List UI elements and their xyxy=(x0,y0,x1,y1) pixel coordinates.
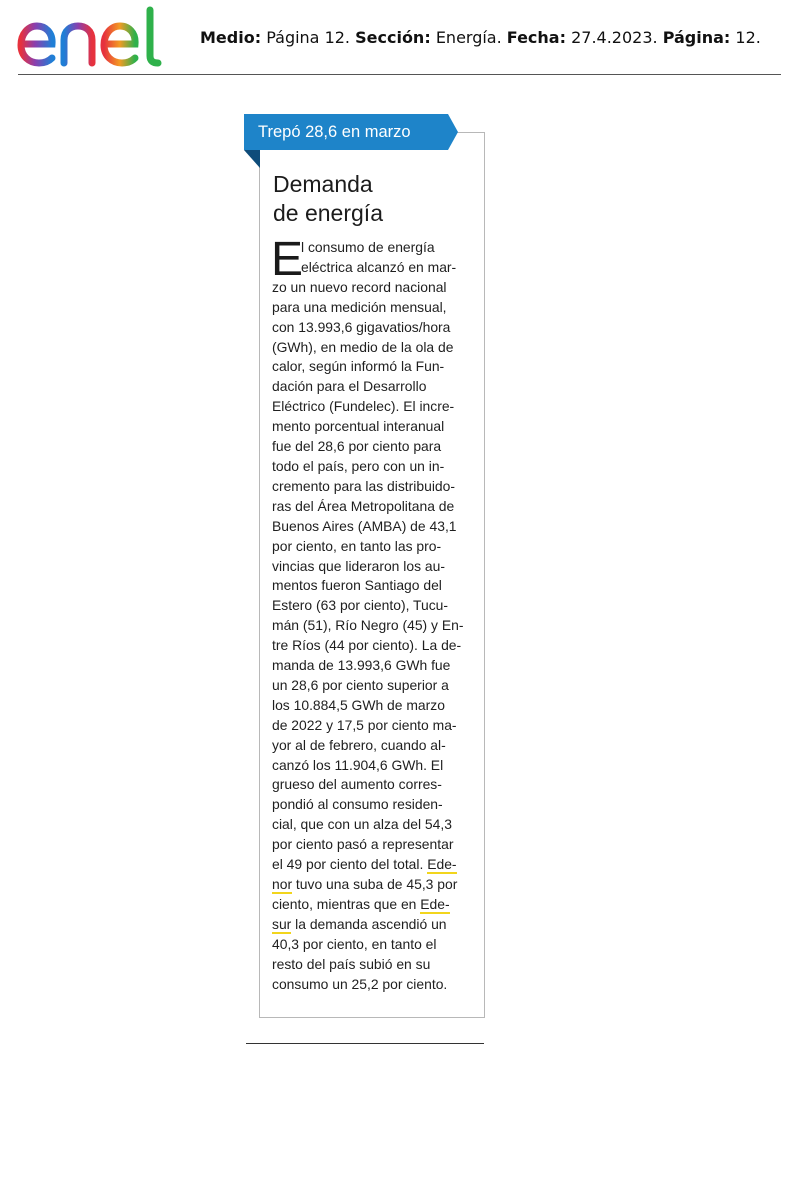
body-line: Buenos Aires (AMBA) de 43,1 xyxy=(272,517,457,534)
body-line: de 2022 y 17,5 por ciento ma- xyxy=(272,716,457,733)
body-line: por ciento, en tanto las pro- xyxy=(272,537,442,554)
body-line: manda de 13.993,6 GWh fue xyxy=(272,657,451,674)
body-line: grueso del aumento corres- xyxy=(272,776,442,793)
body-line: Estero (63 por ciento), Tucu- xyxy=(272,597,449,614)
body-line: para una medición mensual, xyxy=(272,298,447,315)
body-line xyxy=(272,875,478,895)
fecha-value: 27.4.2023. xyxy=(571,28,658,47)
body-line: consumo un 25,2 por ciento. xyxy=(272,975,448,992)
body-line-text: el 49 por ciento del total. xyxy=(272,856,428,873)
body-line: pondió al consumo residen- xyxy=(272,796,443,813)
seccion-value: Energía. xyxy=(435,28,502,47)
highlight-edesur: sur xyxy=(272,915,292,932)
kicker-fold xyxy=(244,150,260,168)
body-line: mentos fueron Santiago del xyxy=(272,577,442,594)
medio-label: Medio: xyxy=(200,28,262,47)
kicker-arrow-tip xyxy=(448,114,458,150)
drop-cap: E xyxy=(271,233,304,286)
body-line-text: ciento, mientras que en xyxy=(272,895,421,912)
body-line: calor, según informó la Fun- xyxy=(272,358,445,375)
seccion-label: Sección: xyxy=(355,28,431,47)
pagina-label: Página: xyxy=(662,28,731,47)
clipping-bottom-rule xyxy=(246,1043,484,1044)
body-line: zo un nuevo record nacional xyxy=(272,278,447,295)
body-line xyxy=(272,855,478,875)
body-line: cremento para las distribuido- xyxy=(272,477,455,494)
enel-logo xyxy=(16,4,181,68)
body-line: los 10.884,5 GWh de marzo xyxy=(272,696,445,713)
body-line: l consumo de energía xyxy=(301,239,435,255)
highlight-edesur: Ede- xyxy=(420,895,450,912)
article-body xyxy=(271,233,478,994)
body-line: canzó los 11.904,6 GWh. El xyxy=(272,756,444,773)
body-line: (GWh), en medio de la ola de xyxy=(272,338,454,355)
pagina-value: 12. xyxy=(735,28,761,47)
body-line: cial, que con un alza del 54,3 xyxy=(272,816,452,833)
body-line: resto del país subió en su xyxy=(272,955,431,972)
body-line: con 13.993,6 gigavatios/hora xyxy=(272,318,451,335)
highlight-edenor: Ede- xyxy=(427,856,457,873)
body-line: eléctrica alcanzó en mar- xyxy=(301,258,457,275)
body-line: ras del Área Metropolitana de xyxy=(272,497,455,514)
body-line: vincias que lideraron los au- xyxy=(272,557,445,574)
body-line-text: la demanda ascendió un xyxy=(291,915,447,932)
source-info xyxy=(200,28,796,47)
body-line: un 28,6 por ciento superior a xyxy=(272,676,449,693)
body-line xyxy=(272,915,478,935)
body-line: mán (51), Río Negro (45) y En- xyxy=(272,617,464,634)
body-line-text: tuvo una suba de 45,3 por xyxy=(292,876,458,892)
article-kicker: Trepó 28,6 en marzo xyxy=(244,114,448,150)
header-divider xyxy=(18,74,781,75)
body-line: todo el país, pero con un in- xyxy=(272,457,445,474)
body-line: 40,3 por ciento, en tanto el xyxy=(272,935,437,952)
headline-line: de energía xyxy=(273,200,383,226)
body-line: mento porcentual interanual xyxy=(272,418,445,435)
body-line: fue del 28,6 por ciento para xyxy=(272,438,442,455)
body-line: Eléctrico (Fundelec). El incre- xyxy=(272,398,455,415)
body-line: yor al de febrero, cuando al- xyxy=(272,736,446,753)
fecha-label: Fecha: xyxy=(506,28,566,47)
highlight-edenor: nor xyxy=(272,876,293,892)
body-line: por ciento pasó a representar xyxy=(272,836,454,853)
article-headline xyxy=(273,170,478,228)
body-line: dación para el Desarrollo xyxy=(272,378,427,395)
body-line: tre Ríos (44 por ciento). La de- xyxy=(272,637,462,654)
body-line xyxy=(272,895,478,915)
headline-line: Demanda xyxy=(273,171,373,197)
medio-value: Página 12. xyxy=(266,28,351,47)
